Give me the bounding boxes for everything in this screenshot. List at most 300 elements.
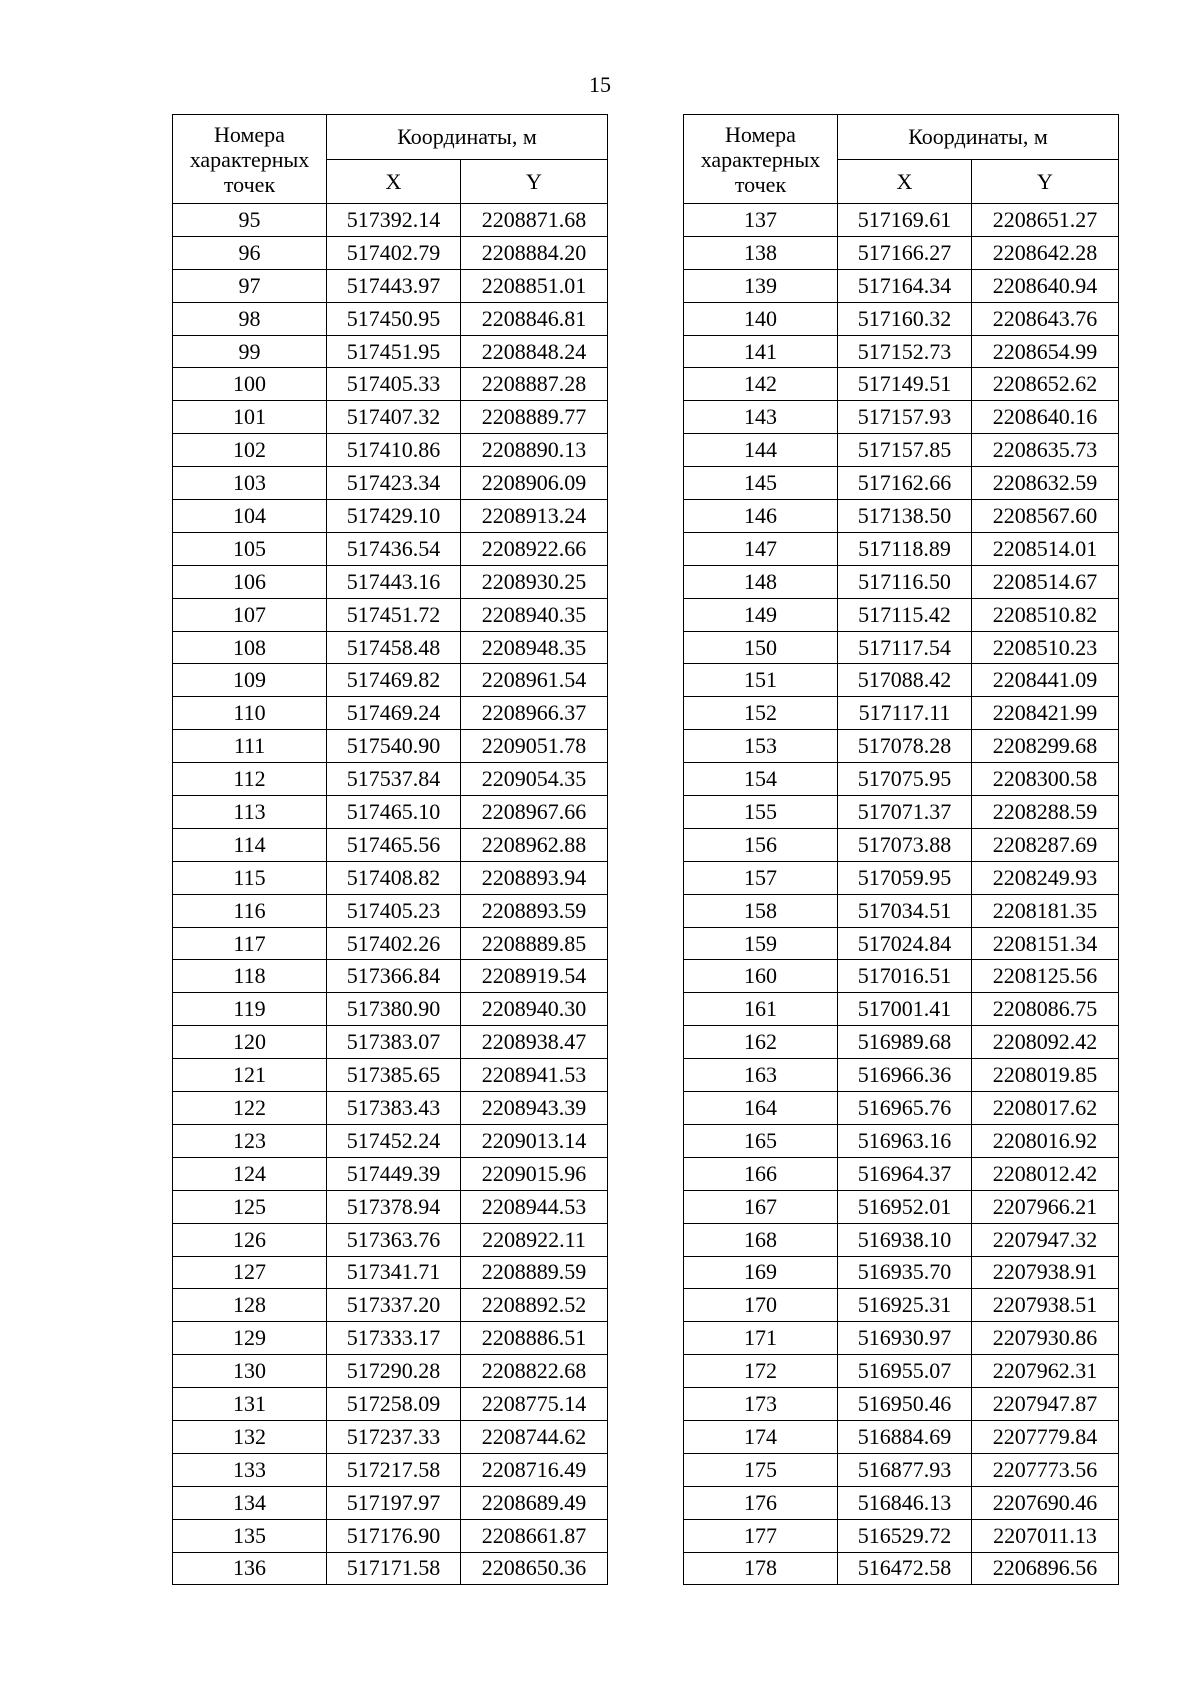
table-row bbox=[173, 1157, 608, 1190]
table-row bbox=[173, 796, 608, 829]
y-coordinate-cell: 2209013.14 bbox=[461, 1124, 608, 1157]
y-coordinate-cell: 2208943.39 bbox=[461, 1092, 608, 1125]
point-number-cell: 174 bbox=[684, 1420, 838, 1453]
y-coordinate-cell: 2208012.42 bbox=[972, 1157, 1119, 1190]
x-coordinate-cell: 517451.72 bbox=[327, 598, 461, 631]
point-number-cell: 121 bbox=[173, 1059, 327, 1092]
x-coordinate-cell: 517540.90 bbox=[327, 730, 461, 763]
table-row bbox=[173, 401, 608, 434]
table-row bbox=[684, 1388, 1119, 1421]
table-row bbox=[173, 335, 608, 368]
y-coordinate-cell: 2208944.53 bbox=[461, 1190, 608, 1223]
table-row bbox=[173, 236, 608, 269]
x-coordinate-cell: 517217.58 bbox=[327, 1453, 461, 1486]
coordinates-header: Координаты, м bbox=[838, 115, 1119, 160]
x-coordinate-cell: 516846.13 bbox=[838, 1486, 972, 1519]
point-number-cell: 148 bbox=[684, 565, 838, 598]
table-row bbox=[684, 1092, 1119, 1125]
point-number-cell: 144 bbox=[684, 434, 838, 467]
point-number-cell: 124 bbox=[173, 1157, 327, 1190]
point-number-cell: 120 bbox=[173, 1026, 327, 1059]
table-row bbox=[173, 631, 608, 664]
x-coordinate-cell: 517116.50 bbox=[838, 565, 972, 598]
x-coordinate-cell: 517138.50 bbox=[838, 500, 972, 533]
y-coordinate-cell: 2207011.13 bbox=[972, 1519, 1119, 1552]
x-coordinate-cell: 517469.82 bbox=[327, 664, 461, 697]
x-coordinate-cell: 517537.84 bbox=[327, 763, 461, 796]
point-number-cell: 130 bbox=[173, 1355, 327, 1388]
x-coordinate-cell: 517073.88 bbox=[838, 828, 972, 861]
point-number-cell: 160 bbox=[684, 960, 838, 993]
point-number-cell: 134 bbox=[173, 1486, 327, 1519]
table-row bbox=[173, 1026, 608, 1059]
y-coordinate-cell: 2207690.46 bbox=[972, 1486, 1119, 1519]
point-number-cell: 145 bbox=[684, 467, 838, 500]
table-row bbox=[684, 368, 1119, 401]
point-number-cell: 155 bbox=[684, 796, 838, 829]
x-coordinate-cell: 517166.27 bbox=[838, 236, 972, 269]
table-row bbox=[173, 467, 608, 500]
table-row bbox=[173, 1124, 608, 1157]
x-coordinate-cell: 517337.20 bbox=[327, 1289, 461, 1322]
y-coordinate-cell: 2208884.20 bbox=[461, 236, 608, 269]
point-number-cell: 152 bbox=[684, 697, 838, 730]
point-number-cell: 149 bbox=[684, 598, 838, 631]
x-coordinate-cell: 517115.42 bbox=[838, 598, 972, 631]
y-coordinate-cell: 2208775.14 bbox=[461, 1388, 608, 1421]
table-row bbox=[173, 1420, 608, 1453]
y-coordinate-cell: 2208941.53 bbox=[461, 1059, 608, 1092]
point-number-cell: 119 bbox=[173, 993, 327, 1026]
table-row bbox=[684, 1289, 1119, 1322]
table-row bbox=[684, 828, 1119, 861]
table-row bbox=[684, 796, 1119, 829]
y-coordinate-cell: 2208967.66 bbox=[461, 796, 608, 829]
point-number-cell: 173 bbox=[684, 1388, 838, 1421]
table-row bbox=[684, 335, 1119, 368]
y-coordinate-cell: 2207773.56 bbox=[972, 1453, 1119, 1486]
point-number-cell: 105 bbox=[173, 532, 327, 565]
x-coordinate-cell: 517452.24 bbox=[327, 1124, 461, 1157]
point-number-cell: 140 bbox=[684, 302, 838, 335]
y-coordinate-cell: 2208016.92 bbox=[972, 1124, 1119, 1157]
x-coordinate-cell: 516964.37 bbox=[838, 1157, 972, 1190]
y-coordinate-cell: 2208654.99 bbox=[972, 335, 1119, 368]
point-number-cell: 142 bbox=[684, 368, 838, 401]
table-row bbox=[684, 598, 1119, 631]
point-number-cell: 146 bbox=[684, 500, 838, 533]
x-coordinate-cell: 517157.85 bbox=[838, 434, 972, 467]
table-row bbox=[173, 730, 608, 763]
x-coordinate-cell: 517001.41 bbox=[838, 993, 972, 1026]
point-number-cell: 118 bbox=[173, 960, 327, 993]
point-number-cell: 100 bbox=[173, 368, 327, 401]
y-coordinate-cell: 2208642.28 bbox=[972, 236, 1119, 269]
point-number-cell: 109 bbox=[173, 664, 327, 697]
table-row bbox=[684, 1453, 1119, 1486]
y-coordinate-cell: 2207779.84 bbox=[972, 1420, 1119, 1453]
point-number-cell: 175 bbox=[684, 1453, 838, 1486]
table-row bbox=[684, 565, 1119, 598]
table-row bbox=[173, 927, 608, 960]
y-coordinate-cell: 2207930.86 bbox=[972, 1322, 1119, 1355]
y-coordinate-cell: 2208640.16 bbox=[972, 401, 1119, 434]
x-coordinate-cell: 516965.76 bbox=[838, 1092, 972, 1125]
y-coordinate-cell: 2208510.23 bbox=[972, 631, 1119, 664]
table-row bbox=[684, 1026, 1119, 1059]
y-coordinate-cell: 2208906.09 bbox=[461, 467, 608, 500]
x-coordinate-cell: 517363.76 bbox=[327, 1223, 461, 1256]
x-coordinate-cell: 517429.10 bbox=[327, 500, 461, 533]
y-coordinate-cell: 2208846.81 bbox=[461, 302, 608, 335]
table-row bbox=[684, 1420, 1119, 1453]
point-number-cell: 150 bbox=[684, 631, 838, 664]
point-number-cell: 129 bbox=[173, 1322, 327, 1355]
x-coordinate-cell: 517450.95 bbox=[327, 302, 461, 335]
y-coordinate-cell: 2208913.24 bbox=[461, 500, 608, 533]
point-number-cell: 96 bbox=[173, 236, 327, 269]
x-header: X bbox=[838, 160, 972, 204]
point-number-cell: 141 bbox=[684, 335, 838, 368]
x-coordinate-cell: 517402.79 bbox=[327, 236, 461, 269]
table-row bbox=[173, 204, 608, 237]
table-row bbox=[684, 467, 1119, 500]
y-coordinate-cell: 2208299.68 bbox=[972, 730, 1119, 763]
table-row bbox=[173, 1519, 608, 1552]
x-coordinate-cell: 517366.84 bbox=[327, 960, 461, 993]
table-row bbox=[684, 1190, 1119, 1223]
table-row bbox=[173, 1092, 608, 1125]
table-row bbox=[684, 927, 1119, 960]
point-number-cell: 107 bbox=[173, 598, 327, 631]
point-number-cell: 113 bbox=[173, 796, 327, 829]
x-coordinate-cell: 517059.95 bbox=[838, 861, 972, 894]
x-coordinate-cell: 517405.33 bbox=[327, 368, 461, 401]
table-row bbox=[173, 697, 608, 730]
table-row bbox=[684, 236, 1119, 269]
table-row bbox=[173, 1289, 608, 1322]
table-row bbox=[173, 1256, 608, 1289]
y-coordinate-cell: 2208632.59 bbox=[972, 467, 1119, 500]
table-row bbox=[684, 434, 1119, 467]
point-number-cell: 147 bbox=[684, 532, 838, 565]
table-row bbox=[173, 861, 608, 894]
point-number-cell: 135 bbox=[173, 1519, 327, 1552]
table-row bbox=[684, 894, 1119, 927]
x-coordinate-cell: 517088.42 bbox=[838, 664, 972, 697]
point-numbers-header: Номера характерных точек bbox=[173, 115, 327, 204]
point-number-cell: 112 bbox=[173, 763, 327, 796]
table-row bbox=[173, 1223, 608, 1256]
x-coordinate-cell: 517149.51 bbox=[838, 368, 972, 401]
point-number-cell: 133 bbox=[173, 1453, 327, 1486]
x-coordinate-cell: 517408.82 bbox=[327, 861, 461, 894]
table-row bbox=[173, 1453, 608, 1486]
y-coordinate-cell: 2208892.52 bbox=[461, 1289, 608, 1322]
coordinates-body-right bbox=[684, 204, 1119, 1585]
x-coordinate-cell: 517258.09 bbox=[327, 1388, 461, 1421]
y-coordinate-cell: 2208922.11 bbox=[461, 1223, 608, 1256]
point-number-cell: 95 bbox=[173, 204, 327, 237]
table-row bbox=[684, 532, 1119, 565]
x-coordinate-cell: 517160.32 bbox=[838, 302, 972, 335]
point-number-cell: 125 bbox=[173, 1190, 327, 1223]
x-coordinate-cell: 516952.01 bbox=[838, 1190, 972, 1223]
point-number-cell: 178 bbox=[684, 1552, 838, 1585]
point-number-cell: 131 bbox=[173, 1388, 327, 1421]
x-coordinate-cell: 517169.61 bbox=[838, 204, 972, 237]
x-coordinate-cell: 517157.93 bbox=[838, 401, 972, 434]
table-row bbox=[173, 500, 608, 533]
y-coordinate-cell: 2208151.34 bbox=[972, 927, 1119, 960]
point-number-cell: 108 bbox=[173, 631, 327, 664]
x-coordinate-cell: 516950.46 bbox=[838, 1388, 972, 1421]
x-coordinate-cell: 516877.93 bbox=[838, 1453, 972, 1486]
y-coordinate-cell: 2208893.59 bbox=[461, 894, 608, 927]
y-coordinate-cell: 2208652.62 bbox=[972, 368, 1119, 401]
x-coordinate-cell: 516925.31 bbox=[838, 1289, 972, 1322]
x-coordinate-cell: 517443.16 bbox=[327, 565, 461, 598]
table-row bbox=[173, 302, 608, 335]
table-row bbox=[684, 861, 1119, 894]
table-row bbox=[684, 993, 1119, 1026]
point-number-cell: 157 bbox=[684, 861, 838, 894]
point-number-cell: 137 bbox=[684, 204, 838, 237]
table-row bbox=[684, 697, 1119, 730]
y-coordinate-cell: 2208287.69 bbox=[972, 828, 1119, 861]
x-coordinate-cell: 517458.48 bbox=[327, 631, 461, 664]
point-number-cell: 122 bbox=[173, 1092, 327, 1125]
y-coordinate-cell: 2208514.67 bbox=[972, 565, 1119, 598]
y-coordinate-cell: 2208940.30 bbox=[461, 993, 608, 1026]
table-row bbox=[684, 302, 1119, 335]
point-number-cell: 172 bbox=[684, 1355, 838, 1388]
y-coordinate-cell: 2208441.09 bbox=[972, 664, 1119, 697]
coordinates-table-right bbox=[683, 114, 1119, 1585]
x-coordinate-cell: 517075.95 bbox=[838, 763, 972, 796]
y-coordinate-cell: 2208716.49 bbox=[461, 1453, 608, 1486]
y-coordinate-cell: 2208650.36 bbox=[461, 1552, 608, 1585]
point-number-cell: 162 bbox=[684, 1026, 838, 1059]
y-coordinate-cell: 2208651.27 bbox=[972, 204, 1119, 237]
table-row bbox=[684, 730, 1119, 763]
y-header: Y bbox=[972, 160, 1119, 204]
x-coordinate-cell: 517071.37 bbox=[838, 796, 972, 829]
table-row bbox=[684, 1486, 1119, 1519]
y-coordinate-cell: 2208640.94 bbox=[972, 269, 1119, 302]
point-number-cell: 176 bbox=[684, 1486, 838, 1519]
x-coordinate-cell: 517378.94 bbox=[327, 1190, 461, 1223]
x-coordinate-cell: 516529.72 bbox=[838, 1519, 972, 1552]
table-row bbox=[173, 269, 608, 302]
y-coordinate-cell: 2207938.91 bbox=[972, 1256, 1119, 1289]
x-coordinate-cell: 517117.11 bbox=[838, 697, 972, 730]
y-header: Y bbox=[461, 160, 608, 204]
y-coordinate-cell: 2208848.24 bbox=[461, 335, 608, 368]
point-number-cell: 156 bbox=[684, 828, 838, 861]
y-coordinate-cell: 2209051.78 bbox=[461, 730, 608, 763]
point-number-cell: 123 bbox=[173, 1124, 327, 1157]
y-coordinate-cell: 2208092.42 bbox=[972, 1026, 1119, 1059]
table-row bbox=[684, 1322, 1119, 1355]
point-number-cell: 159 bbox=[684, 927, 838, 960]
point-number-cell: 171 bbox=[684, 1322, 838, 1355]
table-row bbox=[684, 1157, 1119, 1190]
point-number-cell: 139 bbox=[684, 269, 838, 302]
table-row bbox=[173, 993, 608, 1026]
point-number-cell: 110 bbox=[173, 697, 327, 730]
y-coordinate-cell: 2207947.32 bbox=[972, 1223, 1119, 1256]
x-coordinate-cell: 517410.86 bbox=[327, 434, 461, 467]
point-number-cell: 143 bbox=[684, 401, 838, 434]
x-coordinate-cell: 517164.34 bbox=[838, 269, 972, 302]
x-coordinate-cell: 516884.69 bbox=[838, 1420, 972, 1453]
table-row bbox=[173, 368, 608, 401]
table-row bbox=[684, 1124, 1119, 1157]
y-coordinate-cell: 2208871.68 bbox=[461, 204, 608, 237]
x-coordinate-cell: 516930.97 bbox=[838, 1322, 972, 1355]
table-row bbox=[684, 960, 1119, 993]
y-coordinate-cell: 2208661.87 bbox=[461, 1519, 608, 1552]
point-number-cell: 126 bbox=[173, 1223, 327, 1256]
point-number-cell: 170 bbox=[684, 1289, 838, 1322]
y-coordinate-cell: 2209054.35 bbox=[461, 763, 608, 796]
table-row bbox=[684, 1223, 1119, 1256]
x-coordinate-cell: 517176.90 bbox=[327, 1519, 461, 1552]
table-row bbox=[173, 1388, 608, 1421]
point-number-cell: 154 bbox=[684, 763, 838, 796]
point-number-cell: 116 bbox=[173, 894, 327, 927]
table-row bbox=[684, 1256, 1119, 1289]
point-number-cell: 114 bbox=[173, 828, 327, 861]
y-coordinate-cell: 2207947.87 bbox=[972, 1388, 1119, 1421]
x-coordinate-cell: 517152.73 bbox=[838, 335, 972, 368]
x-coordinate-cell: 517034.51 bbox=[838, 894, 972, 927]
y-coordinate-cell: 2208893.94 bbox=[461, 861, 608, 894]
point-number-cell: 153 bbox=[684, 730, 838, 763]
table-row bbox=[173, 1552, 608, 1585]
table-row bbox=[173, 763, 608, 796]
y-coordinate-cell: 2208635.73 bbox=[972, 434, 1119, 467]
y-coordinate-cell: 2209015.96 bbox=[461, 1157, 608, 1190]
table-row bbox=[684, 204, 1119, 237]
y-coordinate-cell: 2208890.13 bbox=[461, 434, 608, 467]
x-coordinate-cell: 517333.17 bbox=[327, 1322, 461, 1355]
point-number-cell: 111 bbox=[173, 730, 327, 763]
point-number-cell: 101 bbox=[173, 401, 327, 434]
x-coordinate-cell: 517237.33 bbox=[327, 1420, 461, 1453]
x-coordinate-cell: 517024.84 bbox=[838, 927, 972, 960]
y-coordinate-cell: 2208930.25 bbox=[461, 565, 608, 598]
point-number-cell: 138 bbox=[684, 236, 838, 269]
x-coordinate-cell: 517383.07 bbox=[327, 1026, 461, 1059]
x-coordinate-cell: 517290.28 bbox=[327, 1355, 461, 1388]
x-coordinate-cell: 516989.68 bbox=[838, 1026, 972, 1059]
point-number-cell: 106 bbox=[173, 565, 327, 598]
table-row bbox=[173, 1059, 608, 1092]
y-coordinate-cell: 2208887.28 bbox=[461, 368, 608, 401]
point-number-cell: 128 bbox=[173, 1289, 327, 1322]
x-coordinate-cell: 517405.23 bbox=[327, 894, 461, 927]
x-coordinate-cell: 516935.70 bbox=[838, 1256, 972, 1289]
y-coordinate-cell: 2208919.54 bbox=[461, 960, 608, 993]
x-header: X bbox=[327, 160, 461, 204]
x-coordinate-cell: 517465.56 bbox=[327, 828, 461, 861]
point-number-cell: 166 bbox=[684, 1157, 838, 1190]
point-number-cell: 161 bbox=[684, 993, 838, 1026]
table-row bbox=[684, 763, 1119, 796]
x-coordinate-cell: 517341.71 bbox=[327, 1256, 461, 1289]
y-coordinate-cell: 2208288.59 bbox=[972, 796, 1119, 829]
x-coordinate-cell: 517465.10 bbox=[327, 796, 461, 829]
table-row bbox=[173, 565, 608, 598]
point-number-cell: 164 bbox=[684, 1092, 838, 1125]
y-coordinate-cell: 2208017.62 bbox=[972, 1092, 1119, 1125]
point-number-cell: 151 bbox=[684, 664, 838, 697]
x-coordinate-cell: 517407.32 bbox=[327, 401, 461, 434]
x-coordinate-cell: 517423.34 bbox=[327, 467, 461, 500]
y-coordinate-cell: 2208961.54 bbox=[461, 664, 608, 697]
table-row bbox=[684, 1552, 1119, 1585]
point-number-cell: 102 bbox=[173, 434, 327, 467]
y-coordinate-cell: 2208689.49 bbox=[461, 1486, 608, 1519]
coordinates-header: Координаты, м bbox=[327, 115, 608, 160]
point-number-cell: 136 bbox=[173, 1552, 327, 1585]
y-coordinate-cell: 2208181.35 bbox=[972, 894, 1119, 927]
x-coordinate-cell: 517392.14 bbox=[327, 204, 461, 237]
point-number-cell: 104 bbox=[173, 500, 327, 533]
y-coordinate-cell: 2207966.21 bbox=[972, 1190, 1119, 1223]
table-row bbox=[684, 664, 1119, 697]
table-row bbox=[173, 532, 608, 565]
y-coordinate-cell: 2208019.85 bbox=[972, 1059, 1119, 1092]
table-row bbox=[173, 1486, 608, 1519]
y-coordinate-cell: 2207938.51 bbox=[972, 1289, 1119, 1322]
table-row bbox=[173, 1322, 608, 1355]
y-coordinate-cell: 2208125.56 bbox=[972, 960, 1119, 993]
table-row bbox=[684, 1059, 1119, 1092]
y-coordinate-cell: 2208567.60 bbox=[972, 500, 1119, 533]
point-number-cell: 177 bbox=[684, 1519, 838, 1552]
y-coordinate-cell: 2208966.37 bbox=[461, 697, 608, 730]
point-number-cell: 163 bbox=[684, 1059, 838, 1092]
page-number: 15 bbox=[589, 72, 611, 97]
table-row bbox=[684, 269, 1119, 302]
point-number-cell: 167 bbox=[684, 1190, 838, 1223]
coordinates-table-left bbox=[172, 114, 608, 1585]
x-coordinate-cell: 516966.36 bbox=[838, 1059, 972, 1092]
x-coordinate-cell: 517117.54 bbox=[838, 631, 972, 664]
y-coordinate-cell: 2208086.75 bbox=[972, 993, 1119, 1026]
point-number-cell: 132 bbox=[173, 1420, 327, 1453]
table-row bbox=[173, 598, 608, 631]
point-number-cell: 117 bbox=[173, 927, 327, 960]
table-row bbox=[173, 1190, 608, 1223]
y-coordinate-cell: 2208940.35 bbox=[461, 598, 608, 631]
x-coordinate-cell: 517443.97 bbox=[327, 269, 461, 302]
y-coordinate-cell: 2208948.35 bbox=[461, 631, 608, 664]
table-row bbox=[173, 894, 608, 927]
x-coordinate-cell: 517162.66 bbox=[838, 467, 972, 500]
x-coordinate-cell: 517385.65 bbox=[327, 1059, 461, 1092]
point-number-cell: 165 bbox=[684, 1124, 838, 1157]
y-coordinate-cell: 2208510.82 bbox=[972, 598, 1119, 631]
coordinates-body-left bbox=[173, 204, 608, 1585]
y-coordinate-cell: 2208643.76 bbox=[972, 302, 1119, 335]
y-coordinate-cell: 2208938.47 bbox=[461, 1026, 608, 1059]
y-coordinate-cell: 2208822.68 bbox=[461, 1355, 608, 1388]
y-coordinate-cell: 2208744.62 bbox=[461, 1420, 608, 1453]
